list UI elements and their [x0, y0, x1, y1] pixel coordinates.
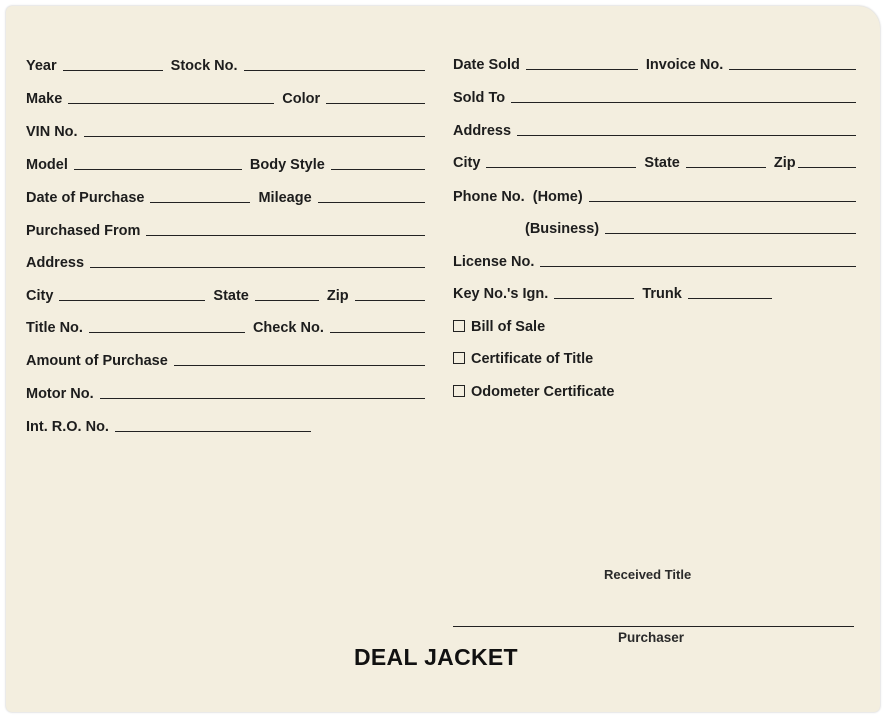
purchaser-label: Purchaser: [618, 630, 685, 645]
buyer-address-row: [453, 119, 856, 139]
date-of-purchase-label: Date of Purchase: [26, 190, 145, 206]
bill-of-sale-label: Bill of Sale: [471, 319, 546, 335]
phone-business-label: (Business): [525, 221, 600, 237]
year-field[interactable]: [63, 70, 163, 71]
sold-to-label: Sold To: [453, 90, 506, 106]
buyer-state-label: State: [644, 155, 680, 171]
odometer-certificate-label: Odometer Certificate: [471, 384, 615, 400]
invoice-no-label: Invoice No.: [645, 57, 724, 73]
received-title-label: Received Title: [604, 567, 692, 582]
year-stock-row: [26, 54, 425, 74]
page-title: DEAL JACKET: [354, 644, 518, 670]
check-no-label: Check No.: [252, 320, 324, 336]
phone-home-field[interactable]: [589, 201, 856, 202]
purchased-from-field[interactable]: [146, 235, 425, 236]
city-label: City: [26, 288, 54, 304]
title-check-row: [26, 316, 425, 336]
license-no-field[interactable]: [540, 266, 856, 267]
key-no-row: [453, 282, 772, 302]
zip-field[interactable]: [355, 300, 425, 301]
title-no-field[interactable]: [89, 332, 245, 333]
amount-of-purchase-label: Amount of Purchase: [26, 353, 168, 369]
amount-row: [26, 349, 425, 369]
make-color-row: [26, 87, 425, 107]
buyer-address-field[interactable]: [517, 135, 856, 136]
buyer-state-field[interactable]: [686, 167, 766, 168]
color-field[interactable]: [326, 103, 425, 104]
sold-to-field[interactable]: [511, 102, 856, 103]
city-state-zip-row: [26, 284, 425, 304]
motor-no-field[interactable]: [100, 398, 425, 399]
motor-no-label: Motor No.: [26, 386, 94, 402]
date-sold-label: Date Sold: [453, 57, 520, 73]
zip-label: Zip: [326, 288, 349, 304]
purchase-date-mileage-row: [26, 186, 425, 206]
address-row: [26, 251, 425, 271]
license-row: [453, 250, 856, 270]
purchased-from-label: Purchased From: [26, 223, 141, 239]
buyer-zip-field[interactable]: [798, 167, 856, 168]
purchased-from-row: [26, 219, 425, 239]
state-label: State: [213, 288, 249, 304]
certificate-of-title-checkbox[interactable]: [453, 352, 465, 364]
mileage-label: Mileage: [258, 190, 312, 206]
buyer-zip-label: Zip: [773, 155, 796, 171]
phone-home-label: Phone No. (Home): [453, 189, 583, 205]
make-label: Make: [26, 91, 63, 107]
certificate-of-title-row: [453, 347, 856, 367]
buyer-city-label: City: [453, 155, 481, 171]
stock-no-field[interactable]: [244, 70, 425, 71]
key-no-ign-label: Key No.'s Ign.: [453, 286, 549, 302]
int-ro-no-field[interactable]: [115, 431, 311, 432]
buyer-address-label: Address: [453, 123, 512, 139]
date-sold-invoice-row: [453, 53, 856, 73]
purchaser-signature-line[interactable]: [453, 626, 854, 627]
date-sold-field[interactable]: [526, 69, 638, 70]
model-field[interactable]: [74, 169, 242, 170]
deal-jacket-sheet: [6, 6, 880, 712]
buyer-city-field[interactable]: [486, 167, 636, 168]
check-no-field[interactable]: [330, 332, 425, 333]
vin-no-label: VIN No.: [26, 124, 78, 140]
city-field[interactable]: [59, 300, 205, 301]
color-label: Color: [282, 91, 321, 107]
date-of-purchase-field[interactable]: [150, 202, 250, 203]
vin-row: [26, 120, 425, 140]
phone-home-row: [453, 185, 856, 205]
state-field[interactable]: [255, 300, 319, 301]
bill-of-sale-row: [453, 315, 856, 335]
key-no-ign-field[interactable]: [554, 298, 634, 299]
model-body-row: [26, 153, 425, 173]
certificate-of-title-label: Certificate of Title: [471, 351, 594, 367]
license-no-label: License No.: [453, 254, 535, 270]
phone-business-row: [525, 217, 856, 237]
int-ro-no-label: Int. R.O. No.: [26, 419, 109, 435]
amount-of-purchase-field[interactable]: [174, 365, 425, 366]
int-ro-row: [26, 415, 311, 435]
body-style-field[interactable]: [331, 169, 425, 170]
address-field[interactable]: [90, 267, 425, 268]
model-label: Model: [26, 157, 68, 173]
odometer-certificate-row: [453, 380, 856, 400]
address-label: Address: [26, 255, 85, 271]
motor-row: [26, 382, 425, 402]
phone-business-field[interactable]: [605, 233, 856, 234]
body-style-label: Body Style: [249, 157, 325, 173]
title-no-label: Title No.: [26, 320, 83, 336]
sold-to-row: [453, 86, 856, 106]
stock-no-label: Stock No.: [170, 58, 238, 74]
trunk-field[interactable]: [688, 298, 772, 299]
year-label: Year: [26, 58, 57, 74]
vin-no-field[interactable]: [84, 136, 425, 137]
trunk-label: Trunk: [642, 286, 682, 302]
make-field[interactable]: [68, 103, 274, 104]
buyer-city-state-zip-row: [453, 151, 856, 171]
mileage-field[interactable]: [318, 202, 425, 203]
bill-of-sale-checkbox[interactable]: [453, 320, 465, 332]
odometer-certificate-checkbox[interactable]: [453, 385, 465, 397]
invoice-no-field[interactable]: [729, 69, 856, 70]
